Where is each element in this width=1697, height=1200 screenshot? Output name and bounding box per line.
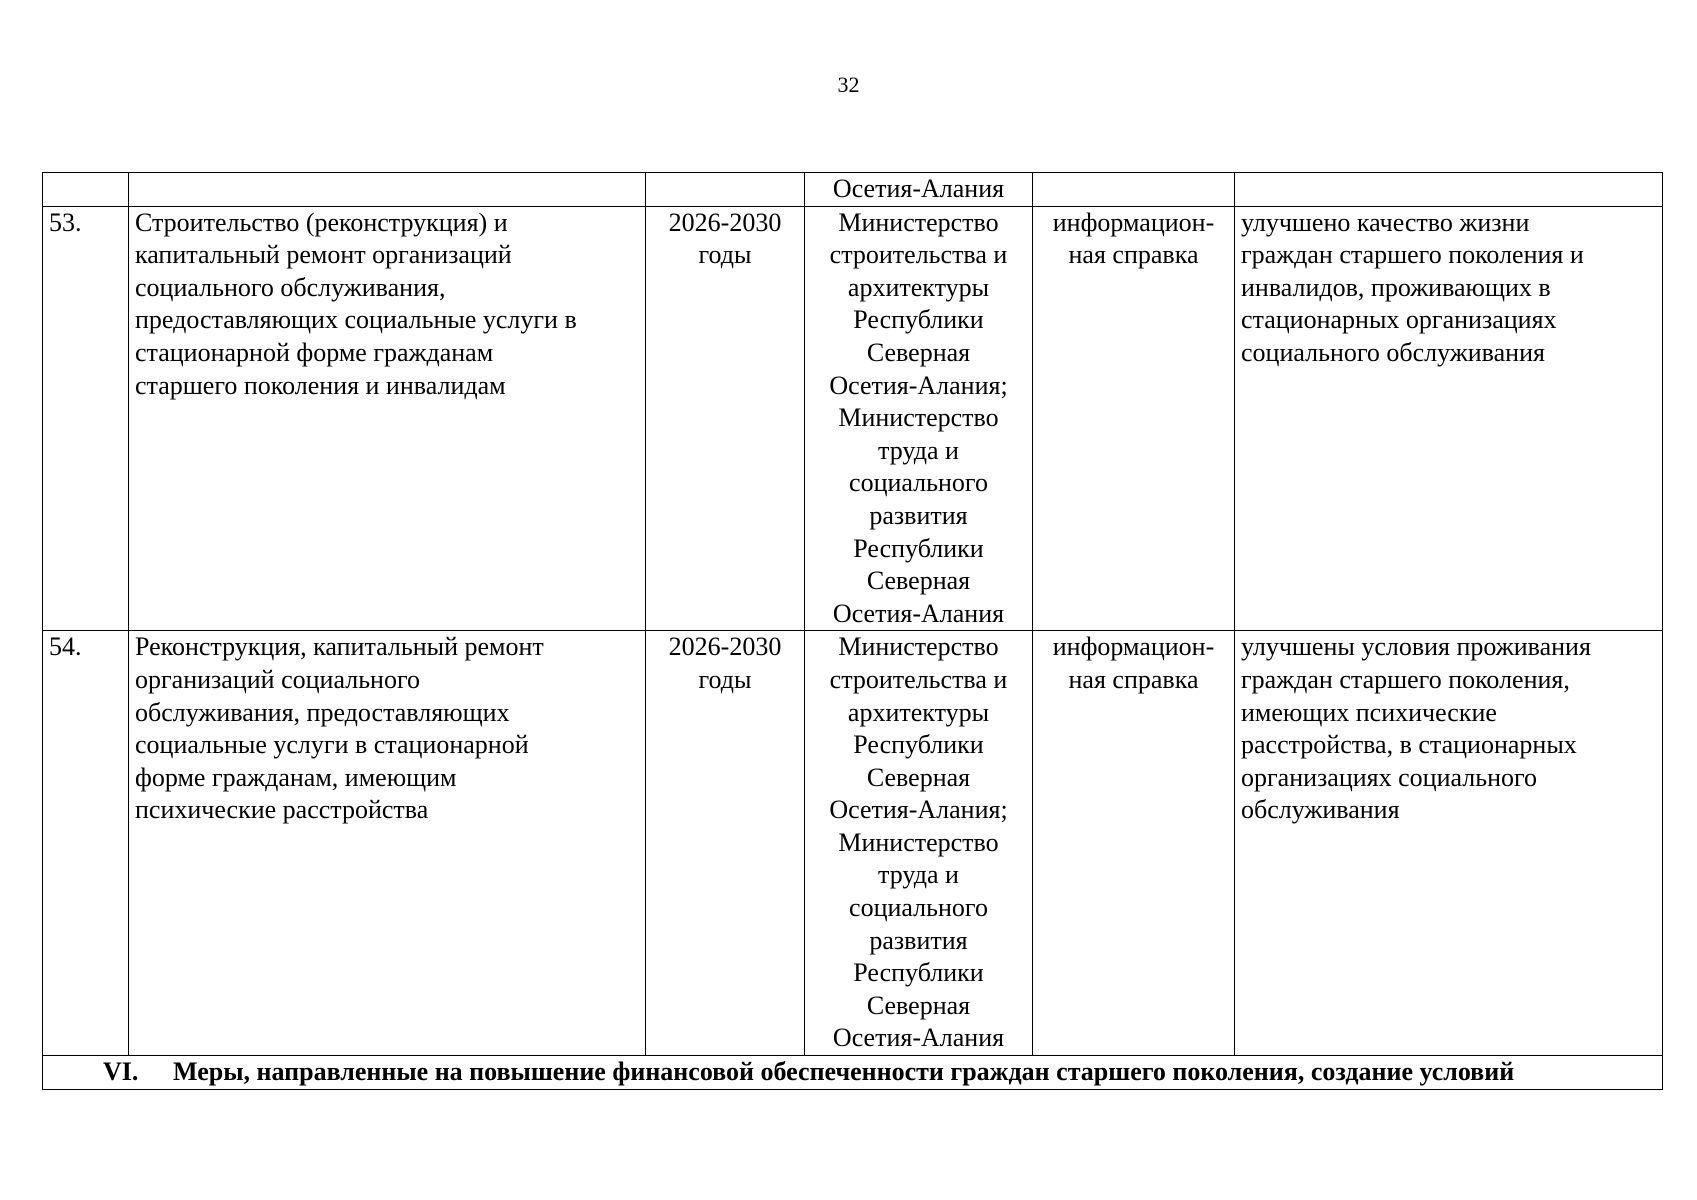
result-line: социального обслуживания [1241, 337, 1545, 367]
executor-line: социального [849, 893, 988, 923]
executor-line: Министерство [838, 632, 999, 662]
result-cell [1235, 206, 1663, 631]
executor-line: Осетия-Алания [832, 1023, 1005, 1053]
result-line: граждан старшего поколения, [1241, 664, 1570, 694]
name-line: социальные услуги в стационарной [135, 730, 529, 760]
document-cell [1033, 206, 1235, 631]
executor-line: Республики [853, 533, 984, 563]
executor-line: Республики [853, 305, 984, 335]
executor-line: Министерство [838, 827, 999, 857]
executor-line: труда и [878, 435, 959, 465]
executor-line: труда и [878, 860, 959, 890]
name-line: форме гражданам, имеющим [135, 762, 457, 792]
result-line: инвалидов, проживающих в [1241, 272, 1551, 302]
name-cell [129, 173, 646, 207]
executor-line: архитектуры [847, 697, 990, 727]
table-row [43, 206, 1663, 631]
executor-line: строительства и [829, 664, 1008, 694]
executor-line: Северная [866, 337, 971, 367]
number-cell: 53. [43, 206, 129, 631]
measures-table [42, 172, 1663, 1090]
term-line: 2026-2030 [668, 632, 782, 662]
result-line: стационарных организациях [1241, 305, 1557, 335]
executor-line: Республики [853, 730, 984, 760]
name-line: старшего поколения и инвалидам [135, 370, 506, 400]
name-line: предоставляющих социальные услуги в [135, 305, 577, 335]
name-line: организаций социального [135, 664, 420, 694]
document-line: ная справка [1068, 240, 1199, 270]
executor-cell [805, 173, 1033, 207]
name-line: Строительство (реконструкция) и [135, 207, 508, 237]
term-line: 2026-2030 [668, 207, 782, 237]
term-cell [646, 206, 805, 631]
result-cell [1235, 173, 1663, 207]
executor-line: Республики [853, 958, 984, 988]
executor-line: Осетия-Алания [832, 174, 1005, 203]
executor-cell [805, 206, 1033, 631]
table-row [43, 631, 1663, 1056]
executor-line: строительства и [829, 240, 1008, 270]
term-line: годы [698, 664, 752, 694]
result-cell [1235, 631, 1663, 1056]
result-line: граждан старшего поколения и [1241, 240, 1584, 270]
name-line: Реконструкция, капитальный ремонт [135, 632, 544, 662]
section-heading-row [43, 1056, 1663, 1090]
executor-line: Северная [866, 762, 971, 792]
name-line: социального обслуживания, [135, 272, 446, 302]
executor-line: Осетия-Алания; [829, 795, 1008, 825]
executor-line: Министерство [838, 403, 999, 433]
name-line: стационарной форме гражданам [135, 337, 494, 367]
document-cell [1033, 173, 1235, 207]
section-roman-numeral: VI. [103, 1057, 139, 1087]
executor-line: Министерство [838, 207, 999, 237]
continuation-row [43, 173, 1663, 207]
executor-line: социального [849, 468, 988, 498]
result-line: улучшены условия проживания [1241, 632, 1591, 662]
result-line: обслуживания [1241, 795, 1400, 825]
name-line: психические расстройства [135, 795, 429, 825]
section-heading [43, 1056, 1663, 1090]
executor-line: развития [869, 500, 968, 530]
name-line: обслуживания, предоставляющих [135, 697, 510, 727]
name-line: капитальный ремонт организаций [135, 240, 512, 270]
name-cell [129, 206, 646, 631]
executor-line: развития [869, 925, 968, 955]
name-cell [129, 631, 646, 1056]
result-line: улучшено качество жизни [1241, 207, 1530, 237]
document-line: ная справка [1068, 664, 1199, 694]
document-cell [1033, 631, 1235, 1056]
result-line: организациях социального [1241, 762, 1538, 792]
executor-line: Осетия-Алания [832, 598, 1005, 628]
number-cell: 54. [43, 631, 129, 1056]
term-cell [646, 173, 805, 207]
term-cell [646, 631, 805, 1056]
number-cell [43, 173, 129, 207]
executor-line: Северная [866, 566, 971, 596]
result-line: расстройства, в стационарных [1241, 730, 1577, 760]
executor-line: Северная [866, 990, 971, 1020]
section-title: Меры, направленные на повышение финансовой обеспеченности граждан старшего поколения, создание условий [173, 1057, 1515, 1087]
document-line: информацион- [1052, 632, 1215, 662]
executor-line: Осетия-Алания; [829, 370, 1008, 400]
document-line: информацион- [1052, 207, 1215, 237]
term-line: годы [698, 240, 752, 270]
page-number: 32 [837, 72, 860, 97]
executor-line: архитектуры [847, 272, 990, 302]
executor-cell [805, 631, 1033, 1056]
result-line: имеющих психические [1241, 697, 1497, 727]
